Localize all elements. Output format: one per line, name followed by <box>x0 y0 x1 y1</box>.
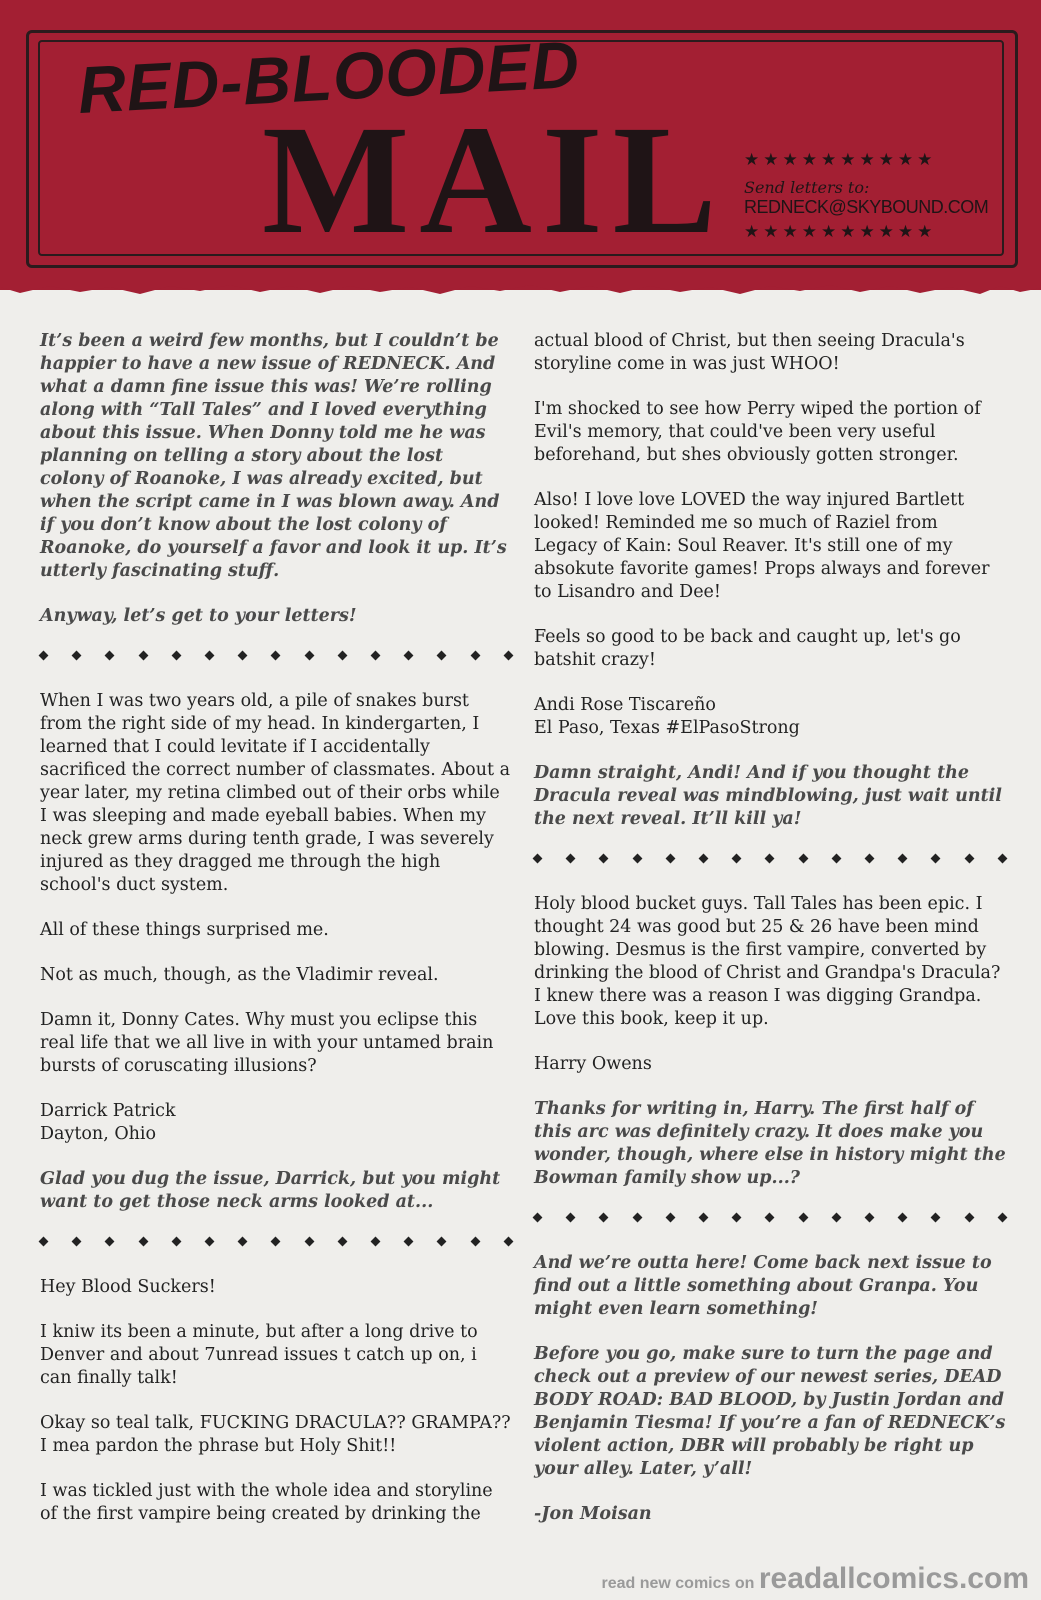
letter-1-paragraph: Not as much, though, as the Vladimir reveal. <box>40 965 439 985</box>
send-letters-email: REDNECK@SKYBOUND.COM <box>744 197 989 217</box>
title-red-blooded: RED-BLOODED <box>76 26 582 127</box>
letter-2-paragraph: Okay so teal talk, FUCKING DRACULA?? GRAMPA?? I mea pardon the phrase but Holy Shit!! <box>40 1413 511 1456</box>
letter-3-reply: Thanks for writing in, Harry. The first half of this arc was definitely crazy. It does make you wonder, though, where else in history might the Bowman family show up...? <box>534 1099 1006 1188</box>
letter-2-paragraph: Hey Blood Suckers! <box>40 1277 216 1297</box>
masthead <box>0 0 1041 290</box>
divider <box>40 1236 512 1246</box>
send-letters-label: Send letters to: <box>744 178 870 197</box>
letter-2-paragraph: I'm shocked to see how Perry wiped the portion of Evil's memory, that could've been very useful beforehand, but shes obviously gotten stronger. <box>534 399 981 465</box>
divider <box>40 650 512 660</box>
letter-2-name: Andi Rose Tiscareño <box>534 695 716 715</box>
letter-3-paragraph: Holy blood bucket guys. Tall Tales has been epic. I thought 24 was good but 25 & 26 have been mind blowing. Desmus is the first vampire, converted by drinking the blood of Christ and Grandpa's Dracula? I knew there was a reason I was digging Grandpa. Love this book, keep it up. <box>534 894 1001 1029</box>
watermark-footer <box>601 1562 1029 1596</box>
right-column <box>534 330 1006 1548</box>
stars-top-icon: ★★★★★★★★★★ <box>744 150 937 170</box>
intro-paragraph-2: Anyway, let’s get to your letters! <box>40 606 357 626</box>
letter-2-place: El Paso, Texas #ElPasoStrong <box>534 718 800 738</box>
letter-2-signature <box>534 694 1006 740</box>
letter-2-paragraph: I was tickled just with the whole idea and storyline of the first vampire being created by drinking the <box>40 1481 493 1524</box>
watermark-big: readallcomics.com <box>758 1562 1029 1595</box>
watermark-small: read new comics on <box>601 1575 755 1592</box>
title-mail: MAIL <box>262 93 727 266</box>
letter-2-reply: Damn straight, Andi! And if you thought the Dracula reveal was mindblowing, just wait until the next reveal. It’ll kill ya! <box>534 763 1002 829</box>
letter-2-paragraph: Also! I love love LOVED the way injured Bartlett looked! Reminded me so much of Raziel from Legacy of Kain: Soul Reaver. It's still one of my absokute favorite games! Props always and forever to Lisandro and Dee! <box>534 490 990 602</box>
stars-bottom-icon: ★★★★★★★★★★ <box>744 222 937 242</box>
letter-1-place: Dayton, Ohio <box>40 1124 157 1144</box>
letter-2-paragraph: Feels so good to be back and caught up, let's go batshit crazy! <box>534 627 961 670</box>
divider <box>534 853 1006 863</box>
letter-2-paragraph: I kniw its been a minute, but after a long drive to Denver and about 7unread issues t catch up on, i can finally talk! <box>40 1322 478 1388</box>
letter-2-paragraph: actual blood of Christ, but then seeing Dracula's storyline come in was just WHOO! <box>534 331 965 374</box>
divider <box>534 1212 1006 1222</box>
intro-paragraph: It’s been a weird few months, but I couldn’t be happier to have a new issue of REDNECK. And what a damn fine issue this was! We’re rolling along with “Tall Tales” and I loved everything about this issue. When Donny told me he was planning on telling a story about the lost colony of Roanoke, I was already excited, but when the script came in I was blown away. And if you don’t know about the lost colony of Roanoke, do yourself a favor and look it up. It’s utterly fascinating stuff. <box>40 331 507 581</box>
letter-1-reply: Glad you dug the issue, Darrick, but you might want to get those neck arms looked at... <box>40 1169 501 1212</box>
letter-1-signature <box>40 1100 512 1146</box>
outro-paragraph-2: Before you go, make sure to turn the page and check out a preview of our newest series, DEAD BODY ROAD: BAD BLOOD, by Justin Jordan and Benjamin Tiesma! If you’re a fan of REDNECK’s violent action, DBR will probably be right up your alley. Later, y’all! <box>534 1344 1006 1479</box>
letter-3-name: Harry Owens <box>534 1054 652 1074</box>
torn-edge-decoration <box>0 274 1041 304</box>
left-column <box>40 330 512 1548</box>
letter-3-signature <box>534 1053 1006 1076</box>
letter-1-paragraph: Damn it, Donny Cates. Why must you eclipse this real life that we all live in with your untamed brain bursts of coruscating illusions? <box>40 1010 494 1076</box>
signoff: -Jon Moisan <box>534 1504 652 1524</box>
letter-1-paragraph: When I was two years old, a pile of snakes burst from the right side of my head. In kindergarten, I learned that I could levitate if I accidentally sacrificed the correct number of classmates. About a year later, my retina climbed out of their orbs while I was sleeping and made eyeball babies. When my neck grew arms during tenth grade, I was severely injured as they dragged me through the high school's duct system. <box>40 691 511 895</box>
letter-1-paragraph: All of these things surprised me. <box>40 920 329 940</box>
letter-1-name: Darrick Patrick <box>40 1101 176 1121</box>
outro-paragraph: And we’re outta here! Come back next issue to find out a little something about Granpa. You might even learn something! <box>534 1253 992 1319</box>
